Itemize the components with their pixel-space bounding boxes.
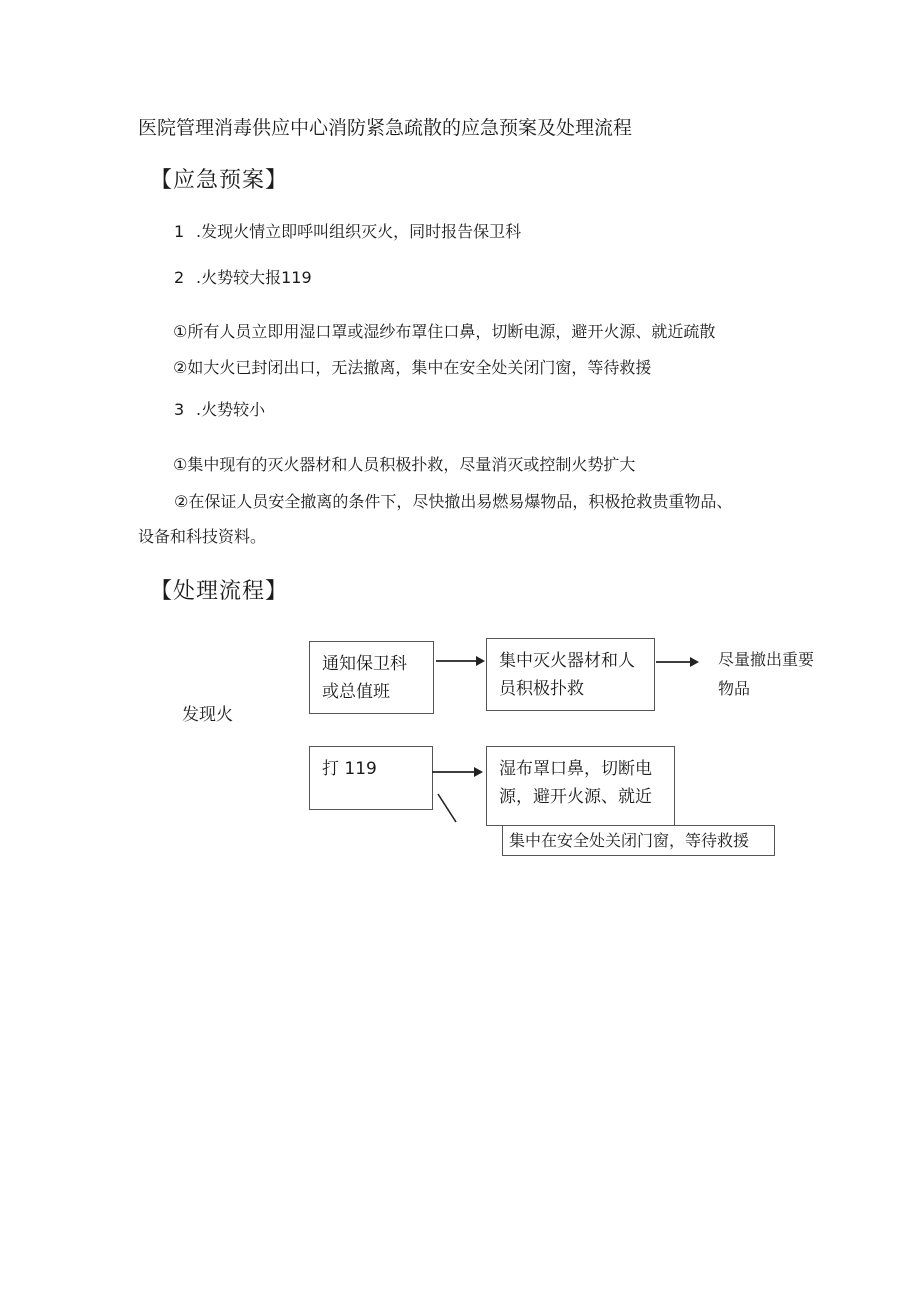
flow-start-label: 发现火	[182, 705, 233, 725]
plan-item-2-sub-2: ②如大火已封闭出口，无法撤离，集中在安全处关闭门窗，等待救援	[173, 358, 652, 377]
plan-item-number: 3	[174, 400, 185, 419]
flow-connector-line	[436, 792, 460, 826]
plan-item-number: 1	[174, 222, 185, 241]
plan-item-text: .火势较大报119	[196, 268, 312, 287]
plan-item-number: 2	[174, 268, 185, 287]
flow-wet-box: 湿布罩口鼻，切断电源，避开火源、就近	[486, 746, 675, 826]
document-title: 医院管理消毒供应中心消防紧急疏散的应急预案及处理流程	[138, 117, 633, 139]
flow-call-box: 打 119	[309, 746, 433, 810]
plan-item-3-sub-2-cont: 设备和科技资料。	[138, 527, 267, 546]
plan-item-2	[174, 265, 312, 288]
flow-notify-box: 通知保卫科或总值班	[309, 641, 434, 714]
plan-heading: 【应急预案】	[150, 168, 289, 193]
flow-arrow-icon	[436, 654, 486, 668]
plan-item-3-sub-1: ①集中现有的灭火器材和人员积极扑救，尽量消灭或控制火势扩大	[173, 455, 636, 474]
flow-arrow-icon	[432, 765, 484, 779]
flow-evacuate-text: 尽量撤出重要物品	[718, 650, 815, 698]
plan-item-3	[174, 397, 265, 420]
plan-item-2-sub-1: ①所有人员立即用湿口罩或湿纱布罩住口鼻，切断电源，避开火源、就近疏散	[173, 322, 716, 341]
flow-arrow-icon	[656, 655, 700, 669]
flow-gather-box: 集中灭火器材和人员积极扑救	[486, 638, 655, 711]
flow-shelter-box: 集中在安全处关闭门窗，等待救援	[502, 825, 775, 856]
plan-item-1	[174, 219, 521, 242]
plan-item-text: .发现火情立即呼叫组织灭火，同时报告保卫科	[196, 222, 522, 241]
process-heading: 【处理流程】	[150, 579, 289, 604]
plan-item-3-sub-2: ②在保证人员安全撤离的条件下，尽快撤出易燃易爆物品，积极抢救贵重物品、	[174, 492, 733, 511]
plan-item-text: .火势较小	[196, 400, 266, 419]
